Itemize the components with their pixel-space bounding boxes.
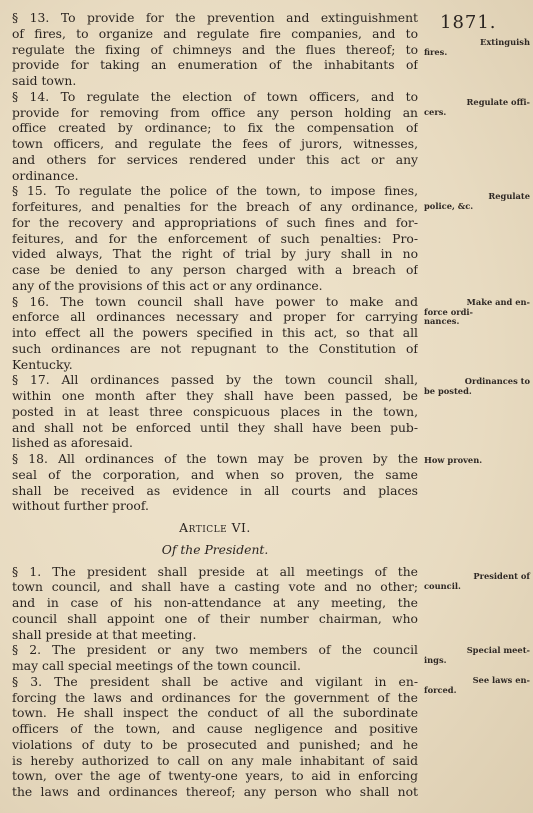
text-line: § 15. To regulate the police of the town, to impose fines, [12, 184, 418, 199]
margin-note-line: Ordinances to [464, 376, 530, 386]
article-heading: Article VI. [179, 521, 251, 535]
text-line: feitures, and for the enforcement of such penalties: Pro- [12, 231, 418, 246]
text-line: forfeitures, and penalties for the breach of any ordinance, [12, 200, 418, 214]
text-line: town, over the age of twenty-one years, to aid in enforcing [12, 769, 418, 784]
text-line: § 18. All ordinances of the town may be proven by the [12, 452, 418, 466]
text-line: seal of the corporation, and when so proven, the same [12, 467, 418, 482]
text-line: § 1. The president shall preside at all meetings of the [12, 564, 418, 579]
margin-note-special-meetings [424, 646, 530, 665]
text-line: is hereby authorized to call on any male inhabitant of said [12, 753, 418, 768]
text-line: shall preside at that meeting. [12, 627, 197, 642]
text-line: and shall not be enforced until they shall have been pub- [12, 420, 418, 435]
text-line: provide for removing from office any person holding an [12, 105, 418, 120]
margin-note-line: Make and en- [466, 297, 530, 307]
sections-block-1 [12, 11, 418, 515]
margin-note-how-proven [424, 456, 530, 466]
text-line: any of the provisions of this act or any ordinance. [12, 278, 323, 293]
margin-note-line: Special meet- [466, 645, 530, 655]
text-line: and in case of his non-attendance at any meeting, the [12, 596, 418, 610]
text-line: § 13. To provide for the prevention and extinguishment [12, 11, 418, 25]
margin-note-regulate-police [424, 192, 530, 211]
margin-note-line: council. [424, 580, 461, 591]
text-line: provide for taking an enumeration of the inhabitants of [12, 58, 418, 73]
text-line: town council, and shall have a casting vote and no other; [12, 580, 418, 595]
margin-note-make-ordinances [424, 298, 530, 327]
text-line: council shall appoint one of their number chairman, who [12, 611, 418, 626]
text-line: officers of the town, and cause negligence and positive [12, 722, 418, 736]
margin-note-line: cers. [424, 106, 447, 117]
margin-note-ordinances-posted [424, 377, 530, 396]
text-line: ordinance. [12, 168, 79, 183]
margin-note-regulate-officers [424, 98, 530, 117]
article-subheading: Of the President. [161, 542, 269, 557]
margin-note-line: President of [473, 571, 530, 581]
text-line: and others for services rendered under this act or any [12, 152, 418, 167]
text-line: case be denied to any person charged with a breach of [12, 263, 418, 277]
text-line: Kentucky. [12, 357, 73, 372]
text-line: enforce all ordinances necessary and proper for carrying [12, 310, 418, 325]
page-year: 1871. [440, 12, 497, 33]
text-line: within one month after they shall have been passed, be [12, 389, 418, 403]
margin-note-line: nances. [424, 316, 460, 326]
text-line: § 16. The town council shall have power to make and [12, 294, 418, 309]
margin-note-president-council [424, 572, 530, 591]
text-line: shall be received as evidence in all courts and places [12, 483, 418, 498]
text-line: may call special meetings of the town council. [12, 659, 301, 673]
text-line: forcing the laws and ordinances for the government of the [12, 690, 418, 705]
text-line: § 2. The president or any two members of the council [12, 643, 418, 658]
margin-note-extinguish-fires [424, 38, 530, 57]
text-line: posted in at least three conspicuous places in the town, [12, 404, 418, 419]
margin-note-laws-enforced [424, 676, 530, 695]
margin-note-line: Regulate offi- [466, 97, 530, 107]
text-line: said town. [12, 74, 77, 88]
text-line: without further proof. [12, 499, 149, 514]
text-line: § 14. To regulate the election of town officers, and to [12, 89, 418, 104]
text-line: into effect all the powers specified in this act, so that all [12, 326, 418, 340]
text-line: for the recovery and appropriations of such fines and for- [12, 215, 418, 230]
text-line: town officers, and regulate the fees of jurors, witnesses, [12, 137, 418, 151]
margin-note-line: See laws en- [472, 675, 530, 685]
margin-note-line: forced. [424, 684, 457, 695]
text-line: such ordinances are not repugnant to the Constitution of [12, 341, 418, 356]
text-line: § 17. All ordinances passed by the town council shall, [12, 373, 418, 388]
text-line: vided always, That the right of trial by jury shall in no [12, 247, 418, 262]
text-line: § 3. The president shall be active and vigilant in en- [12, 674, 418, 689]
text-line: lished as aforesaid. [12, 436, 133, 451]
margin-note-line: How proven. [424, 455, 483, 465]
margin-note-line: fires. [424, 46, 448, 57]
margin-note-line: force ordi- [424, 306, 473, 317]
text-line: of fires, to organize and regulate fire companies, and to [12, 26, 418, 41]
main-text [12, 11, 418, 801]
margin-note-line: Regulate [488, 191, 530, 201]
margin-note-line: ings. [424, 654, 447, 665]
text-line: violations of duty to be prosecuted and punished; and he [12, 737, 418, 752]
margin-note-line: police, &c. [424, 200, 474, 211]
text-line: office created by ordinance; to fix the compensation of [12, 121, 418, 136]
text-line: town. He shall inspect the conduct of all the subordinate [12, 706, 418, 721]
sections-block-2 [12, 565, 418, 801]
text-line: regulate the fixing of chimneys and the flues thereof; to [12, 42, 418, 57]
text-line: the laws and ordinances thereof; any person who shall not [12, 785, 418, 799]
margin-note-line: Extinguish [480, 37, 530, 47]
margin-note-line: be posted. [424, 385, 472, 396]
